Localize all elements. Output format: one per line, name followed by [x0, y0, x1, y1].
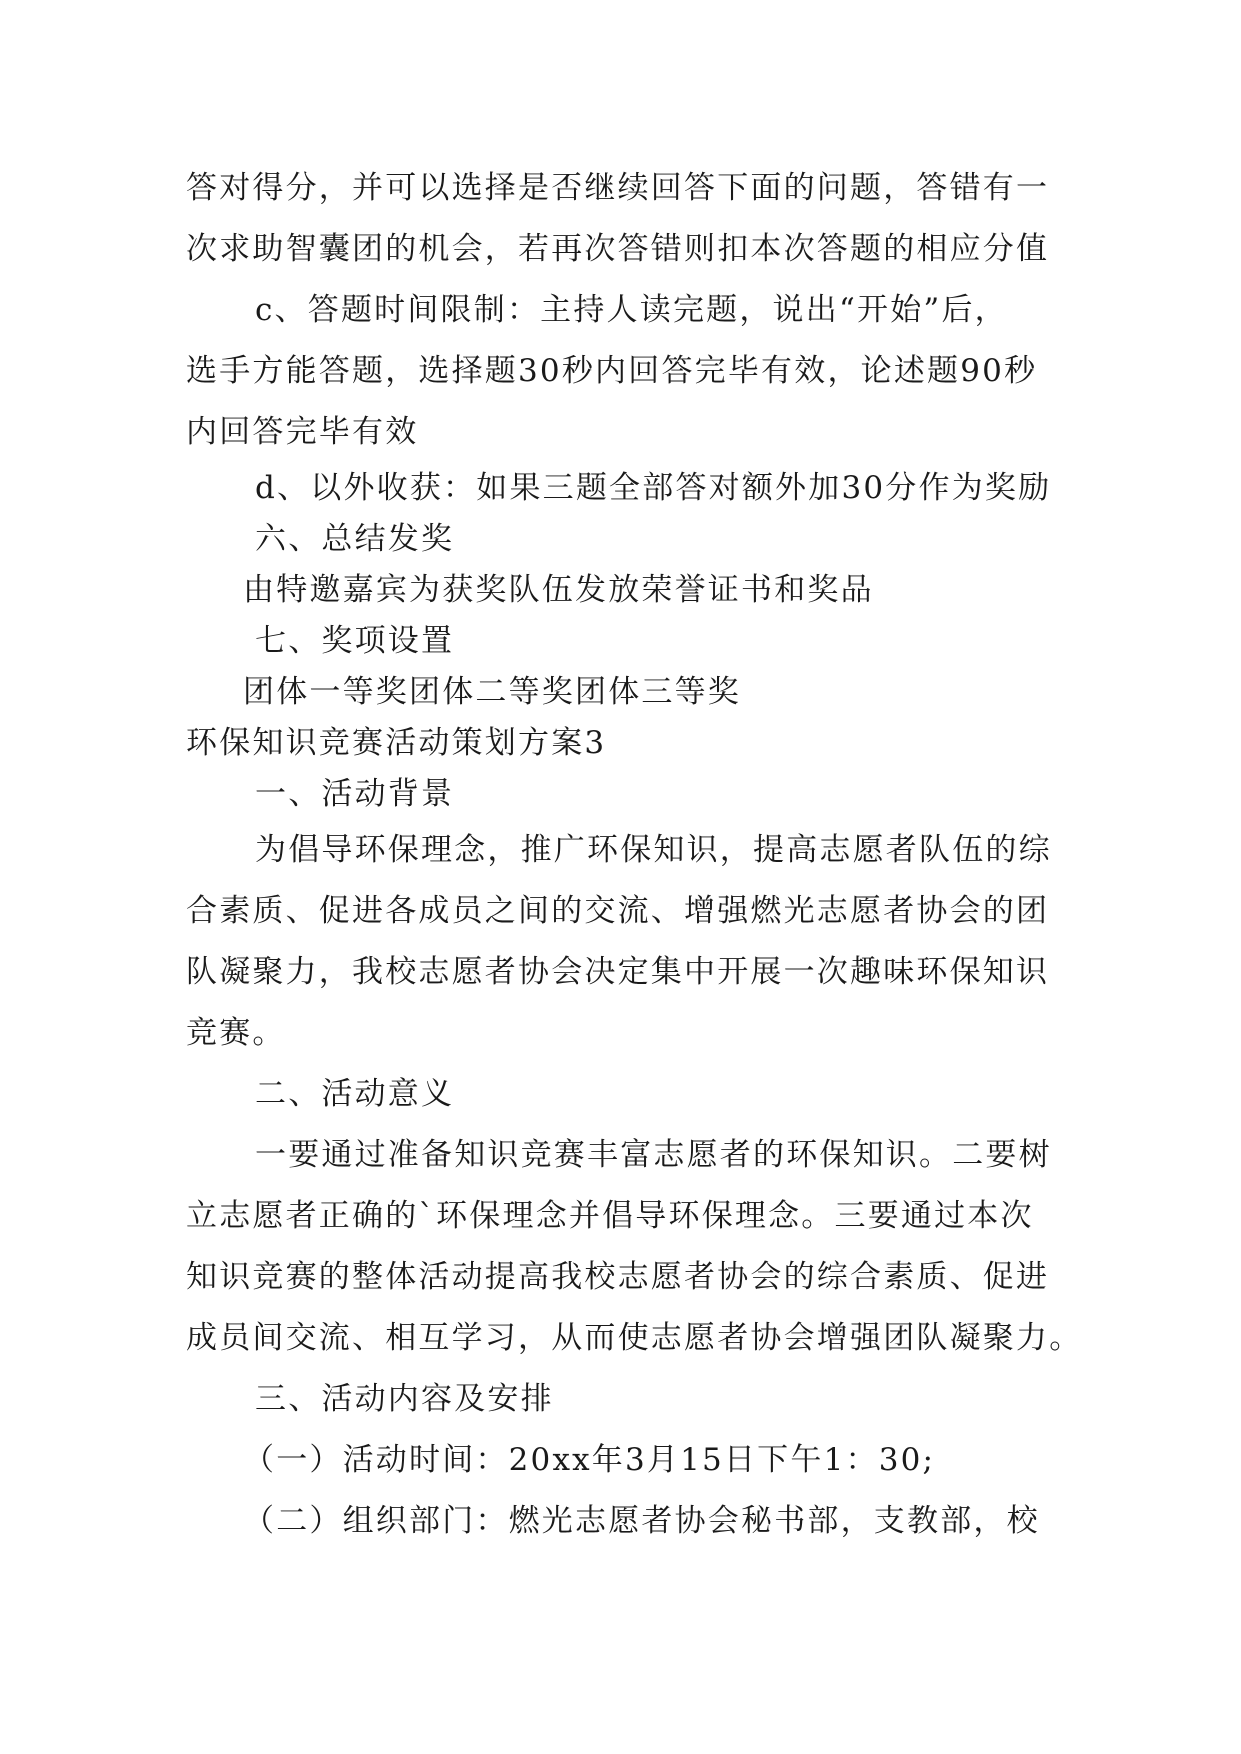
paragraph-line: 团体一等奖团体二等奖团体三等奖: [243, 674, 741, 710]
section-heading: 一、活动背景: [255, 776, 455, 812]
section-heading: 六、总结发奖: [255, 521, 455, 557]
paragraph-line: 知识竞赛的整体活动提高我校志愿者协会的综合素质、促进: [186, 1259, 1050, 1295]
paragraph-line: 立志愿者正确的`环保理念并倡导环保理念。三要通过本次: [186, 1198, 1034, 1234]
section-heading: 七、奖项设置: [255, 623, 455, 659]
document-body: [186, 158, 1083, 1552]
paragraph-line: 为倡导环保理念，推广环保知识，提高志愿者队伍的综: [255, 832, 1052, 868]
section-heading: 二、活动意义: [255, 1076, 455, 1112]
paragraph-line: 一要通过准备知识竞赛丰富志愿者的环保知识。二要树: [255, 1137, 1052, 1173]
paragraph-line: 合素质、促进各成员之间的交流、增强燃光志愿者协会的团: [186, 893, 1050, 929]
rule-item-d: d、以外收获：如果三题全部答对额外加30分作为奖励: [255, 470, 1052, 506]
paragraph-line: 答对得分，并可以选择是否继续回答下面的问题，答错有一: [186, 170, 1050, 206]
paragraph-line: 队凝聚力，我校志愿者协会决定集中开展一次趣味环保知识: [186, 954, 1050, 990]
section-heading: 三、活动内容及安排: [255, 1381, 554, 1417]
paragraph-line: 内回答完毕有效: [186, 414, 419, 450]
paragraph-line: 由特邀嘉宾为获奖队伍发放荣誉证书和奖品: [243, 572, 874, 608]
paragraph-line: 次求助智囊团的机会，若再次答错则扣本次答题的相应分值: [186, 231, 1050, 267]
paragraph-line: 选手方能答题，选择题30秒内回答完毕有效，论述题90秒: [186, 353, 1038, 389]
list-item: （二）组织部门：燃光志愿者协会秘书部，支教部，校: [243, 1503, 1040, 1539]
document-title: 环保知识竞赛活动策划方案3: [186, 725, 607, 761]
paragraph-line: 竞赛。: [186, 1015, 286, 1051]
rule-item-c: c、答题时间限制：主持人读完题，说出“开始”后，: [255, 292, 1008, 328]
list-item: （一）活动时间：20xx年3月15日下午1：30;: [243, 1442, 936, 1478]
paragraph-line: 成员间交流、相互学习，从而使志愿者协会增强团队凝聚力。: [186, 1320, 1083, 1356]
